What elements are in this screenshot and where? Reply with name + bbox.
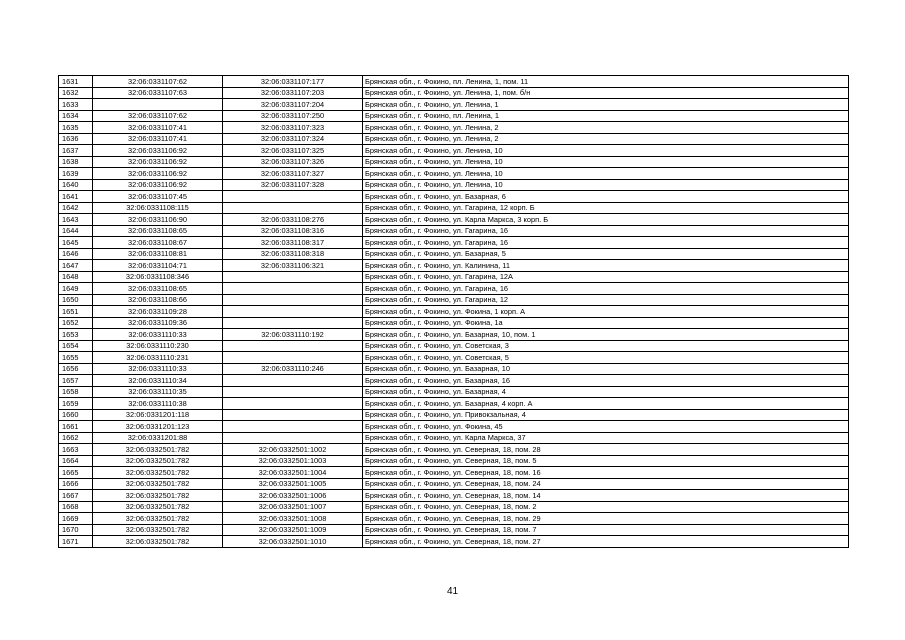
land-cadastral-number-cell: 32:06:0331109:28 [93, 306, 223, 318]
row-number-cell: 1649 [59, 283, 93, 295]
building-cadastral-number-cell: 32:06:0331107:325 [223, 145, 363, 157]
table-row [59, 398, 849, 410]
address-cell: Брянская обл., г. Фокино, ул. Северная, 18, пом. 24 [363, 478, 849, 490]
building-cadastral-number-cell: 32:06:0332501:1002 [223, 444, 363, 456]
land-cadastral-number-cell: 32:06:0331108:81 [93, 248, 223, 260]
row-number-cell: 1640 [59, 179, 93, 191]
building-cadastral-number-cell [223, 202, 363, 214]
address-cell: Брянская обл., г. Фокино, ул. Привокзальная, 4 [363, 409, 849, 421]
building-cadastral-number-cell: 32:06:0331108:317 [223, 237, 363, 249]
building-cadastral-number-cell: 32:06:0331107:204 [223, 99, 363, 111]
row-number-cell: 1663 [59, 444, 93, 456]
address-cell: Брянская обл., г. Фокино, ул. Гагарина, 16 [363, 237, 849, 249]
building-cadastral-number-cell: 32:06:0331107:326 [223, 156, 363, 168]
address-cell: Брянская обл., г. Фокино, ул. Гагарина, 12А [363, 271, 849, 283]
land-cadastral-number-cell: 32:06:0331108:115 [93, 202, 223, 214]
row-number-cell: 1645 [59, 237, 93, 249]
land-cadastral-number-cell: 32:06:0331107:63 [93, 87, 223, 99]
table-row [59, 375, 849, 387]
land-cadastral-number-cell: 32:06:0331106:92 [93, 168, 223, 180]
row-number-cell: 1657 [59, 375, 93, 387]
table-row [59, 179, 849, 191]
row-number-cell: 1668 [59, 501, 93, 513]
building-cadastral-number-cell: 32:06:0331108:276 [223, 214, 363, 226]
land-cadastral-number-cell: 32:06:0331110:34 [93, 375, 223, 387]
land-cadastral-number-cell: 32:06:0331108:65 [93, 283, 223, 295]
address-cell: Брянская обл., г. Фокино, ул. Ленина, 1, пом. б/н [363, 87, 849, 99]
land-cadastral-number-cell: 32:06:0332501:782 [93, 490, 223, 502]
land-cadastral-number-cell: 32:06:0331110:35 [93, 386, 223, 398]
building-cadastral-number-cell: 32:06:0332501:1005 [223, 478, 363, 490]
row-number-cell: 1659 [59, 398, 93, 410]
building-cadastral-number-cell: 32:06:0332501:1010 [223, 536, 363, 548]
row-number-cell: 1644 [59, 225, 93, 237]
table-row [59, 87, 849, 99]
address-cell: Брянская обл., г. Фокино, пл. Ленина, 1 [363, 110, 849, 122]
row-number-cell: 1648 [59, 271, 93, 283]
address-cell: Брянская обл., г. Фокино, ул. Базарная, 5 [363, 248, 849, 260]
address-cell: Брянская обл., г. Фокино, ул. Базарная, 10, пом. 1 [363, 329, 849, 341]
address-cell: Брянская обл., г. Фокино, ул. Гагарина, 12 [363, 294, 849, 306]
table-row [59, 99, 849, 111]
address-cell: Брянская обл., г. Фокино, ул. Северная, 18, пом. 5 [363, 455, 849, 467]
land-cadastral-number-cell: 32:06:0331110:231 [93, 352, 223, 364]
table-row [59, 145, 849, 157]
address-cell: Брянская обл., г. Фокино, ул. Северная, 18, пом. 28 [363, 444, 849, 456]
table-row [59, 329, 849, 341]
building-cadastral-number-cell: 32:06:0332501:1008 [223, 513, 363, 525]
address-cell: Брянская обл., г. Фокино, ул. Северная, 18, пом. 27 [363, 536, 849, 548]
land-cadastral-number-cell: 32:06:0331110:230 [93, 340, 223, 352]
table-row [59, 283, 849, 295]
row-number-cell: 1662 [59, 432, 93, 444]
building-cadastral-number-cell [223, 294, 363, 306]
land-cadastral-number-cell: 32:06:0331106:90 [93, 214, 223, 226]
registry-table [58, 75, 849, 548]
land-cadastral-number-cell: 32:06:0331201:123 [93, 421, 223, 433]
row-number-cell: 1647 [59, 260, 93, 272]
address-cell: Брянская обл., г. Фокино, ул. Базарная, 10 [363, 363, 849, 375]
table-row [59, 294, 849, 306]
row-number-cell: 1656 [59, 363, 93, 375]
table-row [59, 156, 849, 168]
table-row [59, 225, 849, 237]
table-row [59, 536, 849, 548]
building-cadastral-number-cell [223, 340, 363, 352]
table-row [59, 340, 849, 352]
land-cadastral-number-cell: 32:06:0331107:62 [93, 110, 223, 122]
land-cadastral-number-cell: 32:06:0331108:66 [93, 294, 223, 306]
building-cadastral-number-cell [223, 375, 363, 387]
table-row [59, 455, 849, 467]
building-cadastral-number-cell: 32:06:0332501:1004 [223, 467, 363, 479]
row-number-cell: 1653 [59, 329, 93, 341]
table-row [59, 524, 849, 536]
building-cadastral-number-cell: 32:06:0331107:203 [223, 87, 363, 99]
row-number-cell: 1643 [59, 214, 93, 226]
building-cadastral-number-cell: 32:06:0331106:321 [223, 260, 363, 272]
address-cell: Брянская обл., г. Фокино, ул. Советская, 5 [363, 352, 849, 364]
row-number-cell: 1655 [59, 352, 93, 364]
row-number-cell: 1636 [59, 133, 93, 145]
land-cadastral-number-cell: 32:06:0331201:88 [93, 432, 223, 444]
table-row [59, 432, 849, 444]
table-row [59, 248, 849, 260]
table-row [59, 214, 849, 226]
building-cadastral-number-cell: 32:06:0332501:1003 [223, 455, 363, 467]
land-cadastral-number-cell: 32:06:0331107:45 [93, 191, 223, 203]
building-cadastral-number-cell: 32:06:0331108:318 [223, 248, 363, 260]
row-number-cell: 1651 [59, 306, 93, 318]
page-number: 41 [446, 586, 459, 597]
land-cadastral-number-cell: 32:06:0332501:782 [93, 467, 223, 479]
land-cadastral-number-cell: 32:06:0332501:782 [93, 513, 223, 525]
address-cell: Брянская обл., г. Фокино, ул. Ленина, 10 [363, 179, 849, 191]
table-row [59, 501, 849, 513]
building-cadastral-number-cell: 32:06:0331107:327 [223, 168, 363, 180]
row-number-cell: 1667 [59, 490, 93, 502]
address-cell: Брянская обл., г. Фокино, ул. Ленина, 10 [363, 156, 849, 168]
table-row [59, 478, 849, 490]
address-cell: Брянская обл., г. Фокино, ул. Базарная, 4 [363, 386, 849, 398]
address-cell: Брянская обл., г. Фокино, пл. Ленина, 1, пом. 11 [363, 76, 849, 88]
land-cadastral-number-cell: 32:06:0331110:33 [93, 363, 223, 375]
building-cadastral-number-cell: 32:06:0331108:316 [223, 225, 363, 237]
table-row [59, 168, 849, 180]
land-cadastral-number-cell: 32:06:0331106:92 [93, 179, 223, 191]
building-cadastral-number-cell [223, 386, 363, 398]
land-cadastral-number-cell: 32:06:0332501:782 [93, 478, 223, 490]
address-cell: Брянская обл., г. Фокино, ул. Базарная, 6 [363, 191, 849, 203]
land-cadastral-number-cell: 32:06:0331106:92 [93, 145, 223, 157]
building-cadastral-number-cell: 32:06:0332501:1006 [223, 490, 363, 502]
address-cell: Брянская обл., г. Фокино, ул. Калинина, 11 [363, 260, 849, 272]
row-number-cell: 1652 [59, 317, 93, 329]
table-row [59, 386, 849, 398]
address-cell: Брянская обл., г. Фокино, ул. Ленина, 2 [363, 133, 849, 145]
land-cadastral-number-cell: 32:06:0331201:118 [93, 409, 223, 421]
land-cadastral-number-cell: 32:06:0332501:782 [93, 536, 223, 548]
row-number-cell: 1638 [59, 156, 93, 168]
row-number-cell: 1654 [59, 340, 93, 352]
table-row [59, 467, 849, 479]
land-cadastral-number-cell: 32:06:0332501:782 [93, 524, 223, 536]
table-row [59, 421, 849, 433]
address-cell: Брянская обл., г. Фокино, ул. Фокина, 1 корп. А [363, 306, 849, 318]
table-row [59, 513, 849, 525]
table-row [59, 363, 849, 375]
building-cadastral-number-cell [223, 352, 363, 364]
address-cell: Брянская обл., г. Фокино, ул. Ленина, 10 [363, 168, 849, 180]
building-cadastral-number-cell [223, 432, 363, 444]
address-cell: Брянская обл., г. Фокино, ул. Северная, 18, пом. 29 [363, 513, 849, 525]
row-number-cell: 1631 [59, 76, 93, 88]
land-cadastral-number-cell: 32:06:0331110:38 [93, 398, 223, 410]
building-cadastral-number-cell [223, 409, 363, 421]
table-row [59, 317, 849, 329]
table-row [59, 202, 849, 214]
row-number-cell: 1658 [59, 386, 93, 398]
table-row [59, 237, 849, 249]
building-cadastral-number-cell [223, 306, 363, 318]
row-number-cell: 1642 [59, 202, 93, 214]
building-cadastral-number-cell: 32:06:0331110:246 [223, 363, 363, 375]
address-cell: Брянская обл., г. Фокино, ул. Северная, 18, пом. 2 [363, 501, 849, 513]
address-cell: Брянская обл., г. Фокино, ул. Гагарина, 16 [363, 225, 849, 237]
building-cadastral-number-cell [223, 283, 363, 295]
row-number-cell: 1634 [59, 110, 93, 122]
row-number-cell: 1632 [59, 87, 93, 99]
row-number-cell: 1646 [59, 248, 93, 260]
table-row [59, 260, 849, 272]
land-cadastral-number-cell: 32:06:0332501:782 [93, 501, 223, 513]
row-number-cell: 1650 [59, 294, 93, 306]
building-cadastral-number-cell: 32:06:0332501:1009 [223, 524, 363, 536]
building-cadastral-number-cell: 32:06:0331107:324 [223, 133, 363, 145]
row-number-cell: 1641 [59, 191, 93, 203]
row-number-cell: 1639 [59, 168, 93, 180]
building-cadastral-number-cell: 32:06:0331107:323 [223, 122, 363, 134]
table-row [59, 271, 849, 283]
address-cell: Брянская обл., г. Фокино, ул. Ленина, 2 [363, 122, 849, 134]
address-cell: Брянская обл., г. Фокино, ул. Советская, 3 [363, 340, 849, 352]
registry-table-body [59, 76, 849, 548]
row-number-cell: 1670 [59, 524, 93, 536]
address-cell: Брянская обл., г. Фокино, ул. Северная, 18, пом. 16 [363, 467, 849, 479]
land-cadastral-number-cell: 32:06:0332501:782 [93, 455, 223, 467]
row-number-cell: 1666 [59, 478, 93, 490]
building-cadastral-number-cell [223, 271, 363, 283]
land-cadastral-number-cell: 32:06:0331107:62 [93, 76, 223, 88]
land-cadastral-number-cell: 32:06:0332501:782 [93, 444, 223, 456]
address-cell: Брянская обл., г. Фокино, ул. Северная, 18, пом. 14 [363, 490, 849, 502]
land-cadastral-number-cell: 32:06:0331108:65 [93, 225, 223, 237]
table-row [59, 490, 849, 502]
address-cell: Брянская обл., г. Фокино, ул. Карла Маркса, 3 корп. Б [363, 214, 849, 226]
table-row [59, 133, 849, 145]
address-cell: Брянская обл., г. Фокино, ул. Гагарина, 12 корп. Б [363, 202, 849, 214]
table-row [59, 409, 849, 421]
building-cadastral-number-cell: 32:06:0331107:177 [223, 76, 363, 88]
land-cadastral-number-cell: 32:06:0331107:41 [93, 122, 223, 134]
table-row [59, 444, 849, 456]
land-cadastral-number-cell: 32:06:0331110:33 [93, 329, 223, 341]
row-number-cell: 1664 [59, 455, 93, 467]
address-cell: Брянская обл., г. Фокино, ул. Северная, 18, пом. 7 [363, 524, 849, 536]
address-cell: Брянская обл., г. Фокино, ул. Ленина, 10 [363, 145, 849, 157]
building-cadastral-number-cell [223, 421, 363, 433]
building-cadastral-number-cell: 32:06:0331107:250 [223, 110, 363, 122]
row-number-cell: 1660 [59, 409, 93, 421]
building-cadastral-number-cell: 32:06:0332501:1007 [223, 501, 363, 513]
table-row [59, 306, 849, 318]
building-cadastral-number-cell: 32:06:0331110:192 [223, 329, 363, 341]
building-cadastral-number-cell [223, 317, 363, 329]
address-cell: Брянская обл., г. Фокино, ул. Базарная, 4 корп. А [363, 398, 849, 410]
address-cell: Брянская обл., г. Фокино, ул. Фокина, 45 [363, 421, 849, 433]
table-row [59, 76, 849, 88]
row-number-cell: 1637 [59, 145, 93, 157]
row-number-cell: 1669 [59, 513, 93, 525]
row-number-cell: 1633 [59, 99, 93, 111]
row-number-cell: 1665 [59, 467, 93, 479]
table-row [59, 191, 849, 203]
table-row [59, 352, 849, 364]
building-cadastral-number-cell: 32:06:0331107:328 [223, 179, 363, 191]
building-cadastral-number-cell [223, 191, 363, 203]
row-number-cell: 1661 [59, 421, 93, 433]
land-cadastral-number-cell: 32:06:0331109:36 [93, 317, 223, 329]
land-cadastral-number-cell: 32:06:0331104:71 [93, 260, 223, 272]
land-cadastral-number-cell: 32:06:0331106:92 [93, 156, 223, 168]
address-cell: Брянская обл., г. Фокино, ул. Ленина, 1 [363, 99, 849, 111]
table-row [59, 122, 849, 134]
land-cadastral-number-cell [93, 99, 223, 111]
address-cell: Брянская обл., г. Фокино, ул. Гагарина, 16 [363, 283, 849, 295]
address-cell: Брянская обл., г. Фокино, ул. Фокина, 1а [363, 317, 849, 329]
building-cadastral-number-cell [223, 398, 363, 410]
land-cadastral-number-cell: 32:06:0331107:41 [93, 133, 223, 145]
row-number-cell: 1635 [59, 122, 93, 134]
address-cell: Брянская обл., г. Фокино, ул. Карла Маркса, 37 [363, 432, 849, 444]
land-cadastral-number-cell: 32:06:0331108:346 [93, 271, 223, 283]
land-cadastral-number-cell: 32:06:0331108:67 [93, 237, 223, 249]
address-cell: Брянская обл., г. Фокино, ул. Базарная, 16 [363, 375, 849, 387]
table-row [59, 110, 849, 122]
row-number-cell: 1671 [59, 536, 93, 548]
